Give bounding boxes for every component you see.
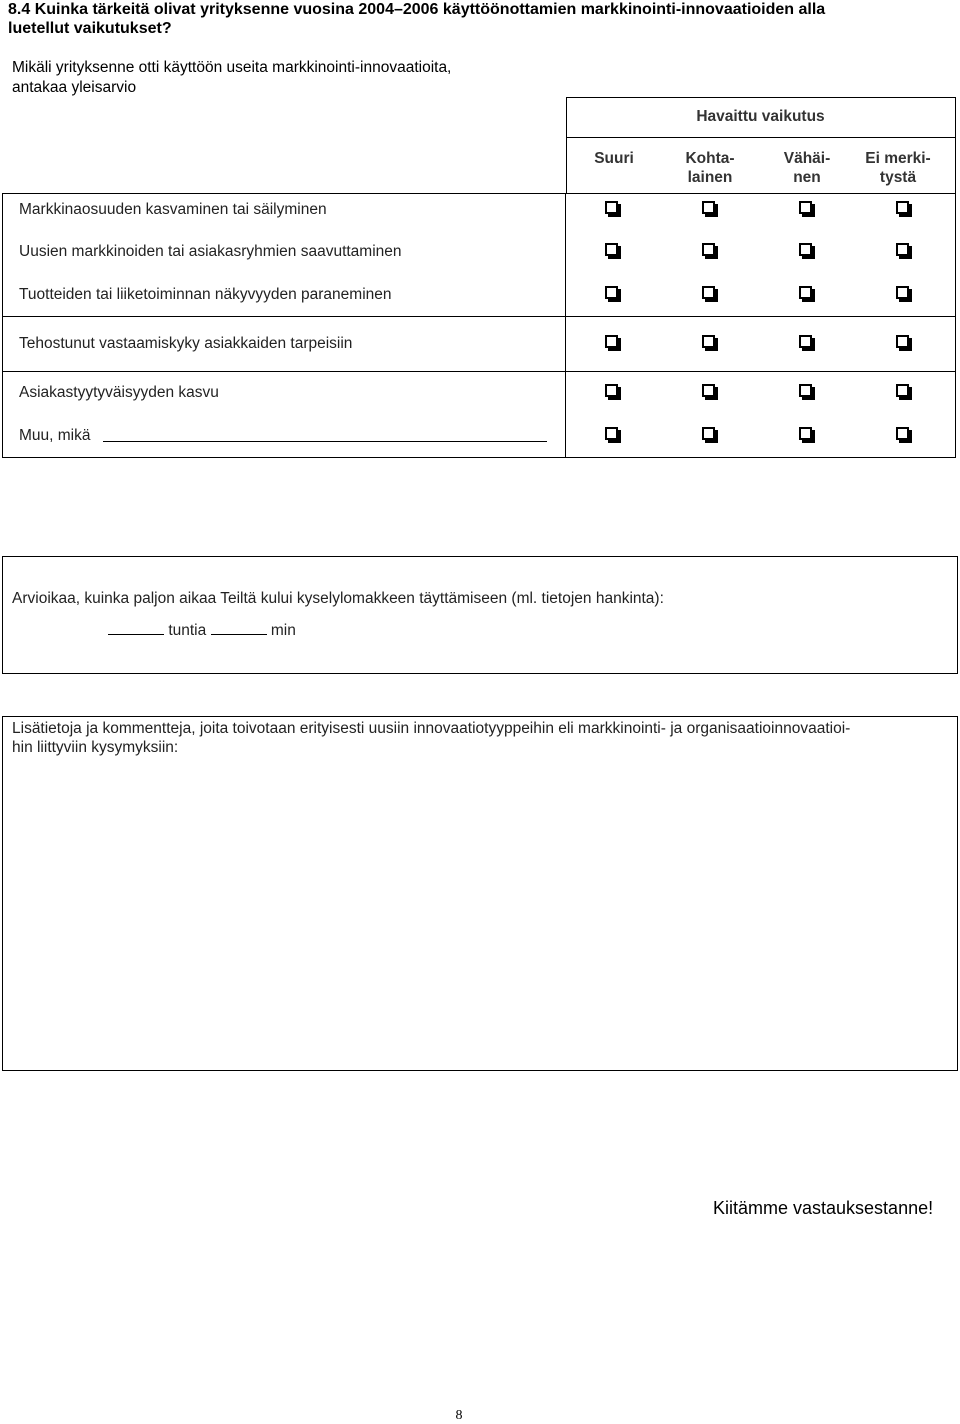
question-heading-line-2: luetellut vaikutukset? <box>8 20 172 37</box>
checkbox[interactable] <box>896 384 909 397</box>
hours-input[interactable] <box>108 620 164 635</box>
comments-prompt: Lisätietoja ja kommentteja, joita toivotaan erityisesti uusiin innovaatiotyyppeihin eli markkinointi- ja organisaatioinnovaatioi- hin liittyviin kysymyksiin: <box>12 720 851 756</box>
checkbox[interactable] <box>896 427 909 440</box>
minutes-label: min <box>270 622 296 639</box>
time-question: Arvioikaa, kuinka paljon aikaa Teiltä kului kyselylomakkeen täyttämiseen (ml. tietojen hankinta): <box>12 590 664 607</box>
time-estimate-box <box>2 556 958 674</box>
checkbox[interactable] <box>605 427 618 440</box>
row-separator <box>2 371 956 372</box>
checkbox[interactable] <box>896 335 909 348</box>
checkbox[interactable] <box>896 201 909 214</box>
page-number: 8 <box>455 1408 463 1423</box>
checkbox[interactable] <box>702 201 715 214</box>
question-heading-line-1: 8.4 Kuinka tärkeitä olivat yrityksenne vuosina 2004–2006 käyttöönottamien markkinointi-innovaatioiden alla <box>8 1 826 18</box>
checkbox[interactable] <box>702 243 715 256</box>
row-label-uudet-markkinat: Uusien markkinoiden tai asiakasryhmien saavuttaminen <box>19 243 402 260</box>
answer-table <box>2 193 956 458</box>
row-label-asiakastyytyvaisyys: Asiakastyytyväisyyden kasvu <box>19 384 219 401</box>
checkbox[interactable] <box>702 427 715 440</box>
intro-line-2: antakaa yleisarvio <box>12 79 137 96</box>
row-label-vastaamiskyky: Tehostunut vastaamiskyky asiakkaiden tarpeisiin <box>19 335 353 352</box>
checkbox[interactable] <box>605 243 618 256</box>
row-label-nakyvyys: Tuotteiden tai liiketoiminnan näkyvyyden paraneminen <box>19 286 392 303</box>
column-header-suuri: Suuri <box>594 150 634 167</box>
thank-you-text: Kiitämme vastauksestanne! <box>713 1198 934 1218</box>
checkbox[interactable] <box>896 286 909 299</box>
row-label-muu: Muu, mikä <box>19 427 91 444</box>
column-header-ei-merkitysta: Ei merki- tystä <box>865 150 931 186</box>
question-heading <box>8 0 938 38</box>
comments-box[interactable] <box>2 716 958 1071</box>
table-divider <box>565 193 566 458</box>
checkbox[interactable] <box>605 286 618 299</box>
group-header: Havaittu vaikutus <box>696 108 825 125</box>
checkbox[interactable] <box>605 335 618 348</box>
intro-line-1: Mikäli yrityksenne otti käyttöön useita markkinointi-innovaatioita, <box>12 59 452 76</box>
checkbox[interactable] <box>799 335 812 348</box>
muu-text-input[interactable] <box>103 441 547 442</box>
checkbox[interactable] <box>605 201 618 214</box>
checkbox[interactable] <box>799 243 812 256</box>
checkbox[interactable] <box>702 384 715 397</box>
minutes-input[interactable] <box>211 620 267 635</box>
row-separator <box>2 316 956 317</box>
column-header-vahainen: Vähäi- nen <box>783 150 831 186</box>
row-label-markkinaosuus: Markkinaosuuden kasvaminen tai säilyminen <box>19 201 327 218</box>
checkbox[interactable] <box>702 286 715 299</box>
checkbox[interactable] <box>605 384 618 397</box>
intro-text <box>12 58 532 98</box>
checkbox[interactable] <box>702 335 715 348</box>
checkbox[interactable] <box>799 286 812 299</box>
checkbox[interactable] <box>799 427 812 440</box>
checkbox[interactable] <box>799 384 812 397</box>
checkbox[interactable] <box>896 243 909 256</box>
time-inputs <box>108 620 296 640</box>
hours-label: tuntia <box>168 622 207 639</box>
header-separator <box>566 137 956 138</box>
checkbox[interactable] <box>799 201 812 214</box>
column-header-kohtalainen: Kohta- lainen <box>685 150 735 186</box>
